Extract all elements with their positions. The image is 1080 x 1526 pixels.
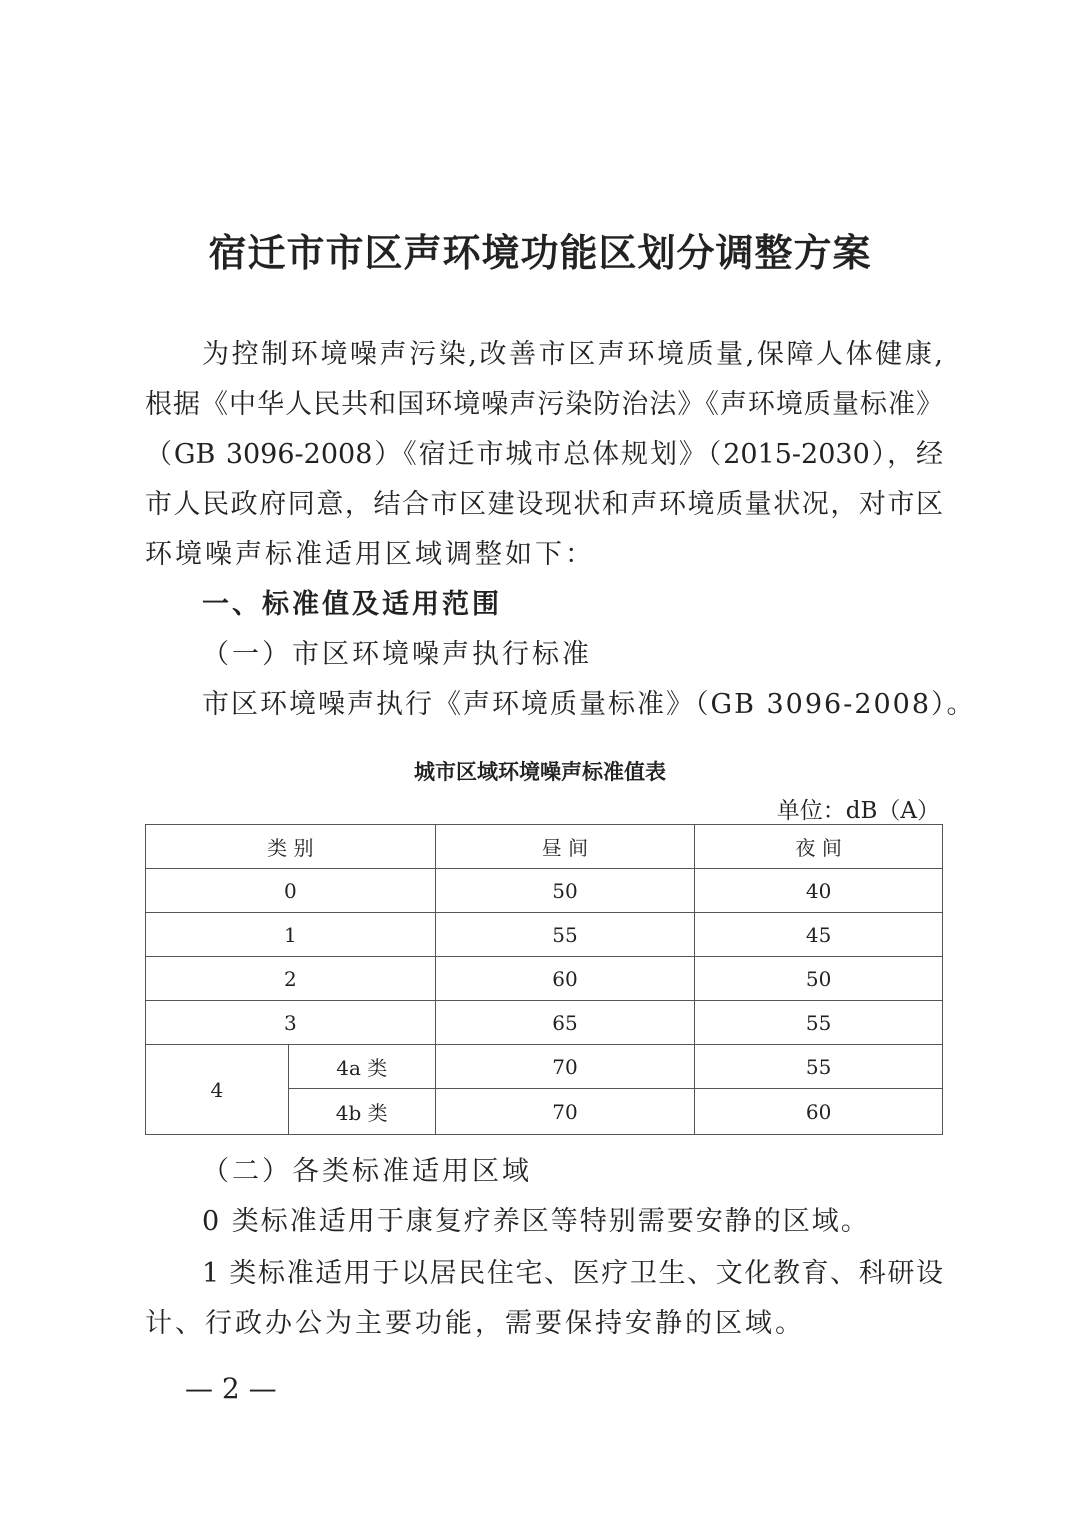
cell-night: 55 — [695, 1001, 943, 1045]
table-row — [146, 957, 943, 1001]
cell-category: 2 — [146, 957, 436, 1001]
cell-category: 4 — [146, 1045, 289, 1135]
class1-text: 计、行政办公为主要功能，需要保持安静的区域。 — [145, 1308, 805, 1339]
table-header-row — [146, 825, 943, 869]
subsection-heading: （二）各类标准适用区域 — [202, 1156, 532, 1187]
cell-day: 65 — [435, 1001, 695, 1045]
table-row — [146, 1045, 943, 1089]
paragraph-line: 为控制环境噪声污染,改善市区声环境质量,保障人体健康, — [202, 339, 943, 370]
cell-subcategory: 4a 类 — [288, 1045, 435, 1089]
header-night: 夜 间 — [695, 825, 943, 869]
class0-text: 0 类标准适用于康复疗养区等特别需要安静的区域。 — [202, 1206, 870, 1237]
cell-night: 55 — [695, 1045, 943, 1089]
cell-night: 60 — [695, 1089, 943, 1135]
cell-day: 70 — [435, 1089, 695, 1135]
paragraph-line: 根据《中华人民共和国环境噪声污染防治法》《声环境质量标准》 — [145, 389, 943, 420]
paragraph-line: （GB 3096-2008）《宿迁市城市总体规划》（2015-2030），经 — [145, 439, 943, 470]
table-unit: 单位：dB（A） — [776, 798, 940, 824]
cell-subcategory: 4b 类 — [288, 1089, 435, 1135]
paragraph-line: 环境噪声标准适用区域调整如下： — [145, 539, 595, 570]
table-row — [146, 869, 943, 913]
paragraph-line: 市人民政府同意，结合市区建设现状和声环境质量状况，对市区 — [145, 489, 943, 520]
cell-category: 0 — [146, 869, 436, 913]
table-row — [146, 913, 943, 957]
subsection-text: 市区环境噪声执行《声环境质量标准》（GB 3096-2008）。 — [202, 689, 976, 720]
cell-night: 50 — [695, 957, 943, 1001]
header-category: 类 别 — [146, 825, 436, 869]
cell-day: 55 — [435, 913, 695, 957]
cell-night: 40 — [695, 869, 943, 913]
subsection-heading: （一）市区环境噪声执行标准 — [202, 639, 592, 670]
cell-day: 50 — [435, 869, 695, 913]
class1-text: 1 类标准适用于以居民住宅、医疗卫生、文化教育、科研设 — [202, 1258, 943, 1289]
section-heading: 一、标准值及适用范围 — [202, 589, 502, 620]
cell-category: 3 — [146, 1001, 436, 1045]
document-title: 宿迁市市区声环境功能区划分调整方案 — [208, 230, 872, 275]
table-caption: 城市区域环境噪声标准值表 — [414, 760, 666, 784]
page-number: — 2 — — [185, 1372, 277, 1405]
cell-category: 1 — [146, 913, 436, 957]
noise-standard-table — [145, 824, 943, 1135]
table-row — [146, 1001, 943, 1045]
cell-day: 70 — [435, 1045, 695, 1089]
cell-day: 60 — [435, 957, 695, 1001]
header-day: 昼 间 — [435, 825, 695, 869]
cell-night: 45 — [695, 913, 943, 957]
